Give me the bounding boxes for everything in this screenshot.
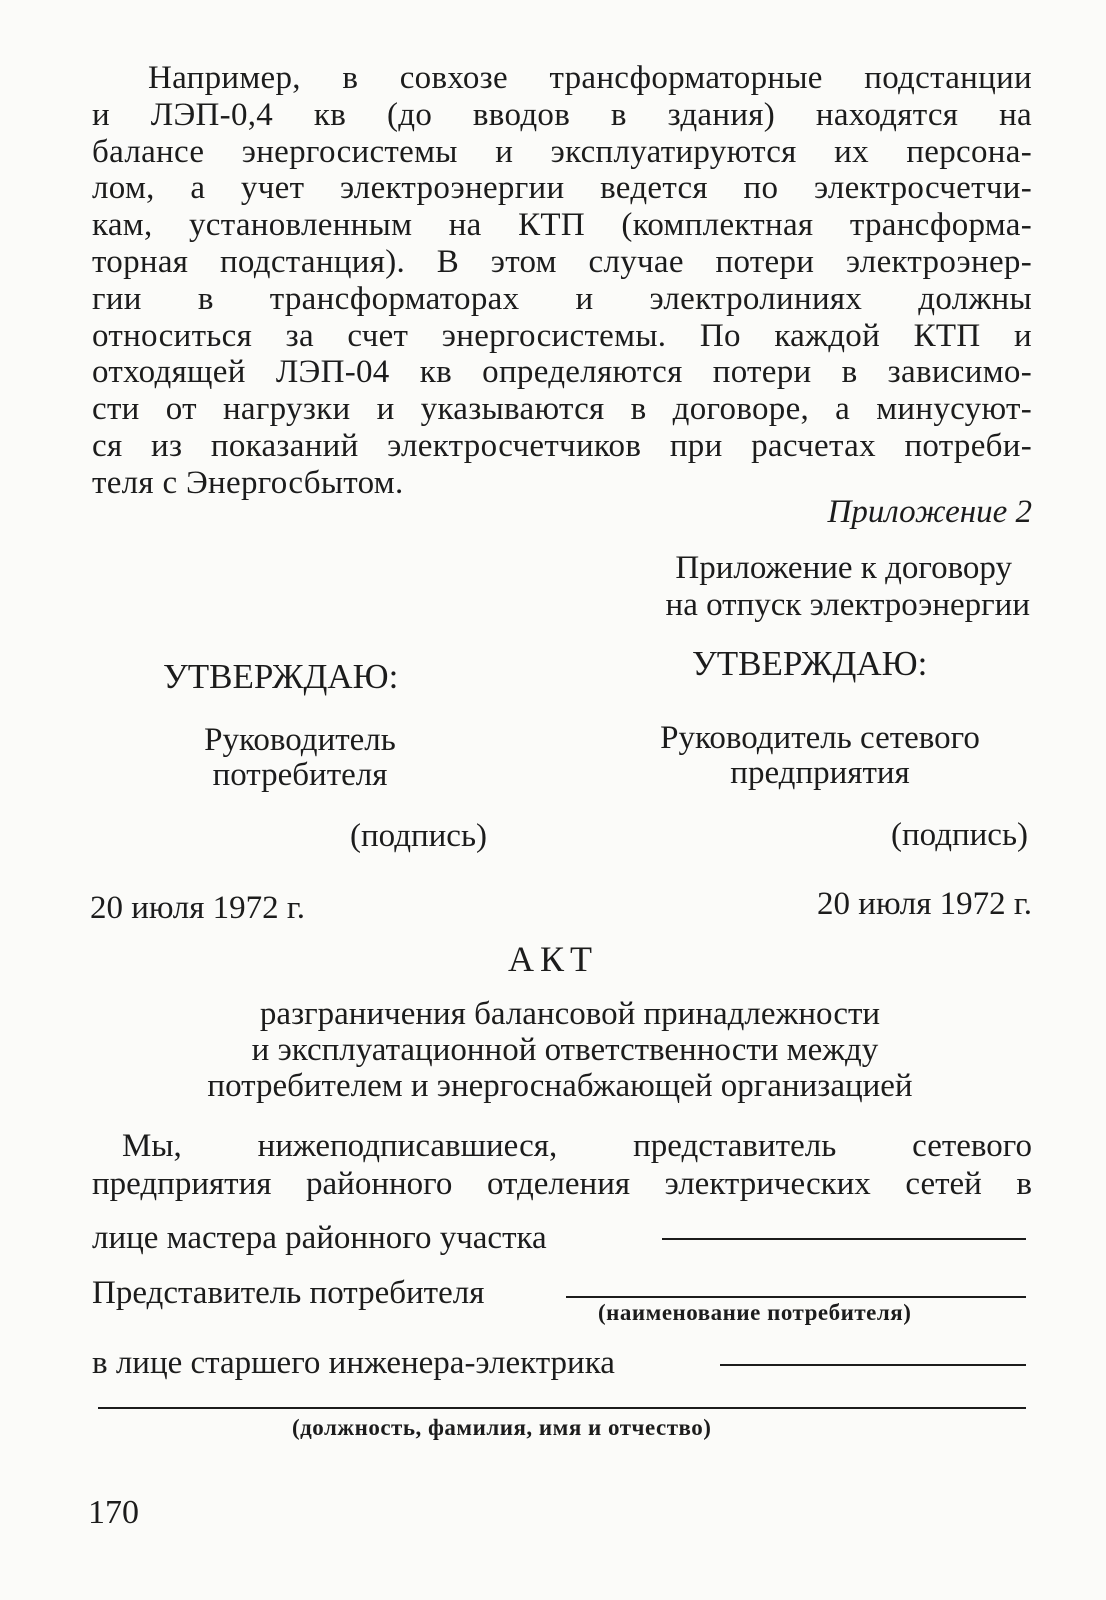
appendix-subtitle-line1: Приложение к договору (675, 550, 1012, 586)
paragraph-line: отходящей ЛЭП-04 кв определяются потери в зависимо- (92, 354, 1032, 391)
paragraph-line: гии в трансформаторах и электролиниях должны (92, 280, 1032, 317)
act-subtitle-line1: разграничения балансовой принадлежности (259, 996, 881, 1032)
paragraph-line: кам, установленным на КТП (комплектная трансформа- (92, 207, 1032, 244)
approval-right-heading: УТВЕРЖДАЮ: (692, 644, 928, 683)
paragraph-line: ся из показаний электросчетчиков при расчетах потреби- (92, 427, 1032, 464)
approval-right-date: 20 июля 1972 г. (817, 886, 1032, 922)
approval-left-role-line2: потребителя (212, 757, 388, 793)
page-number: 170 (88, 1494, 139, 1531)
field-engineer-label: в лице старшего инженера-электрика (92, 1345, 615, 1381)
field-engineer-line[interactable] (720, 1364, 1026, 1366)
field-full-name-caption: (должность, фамилия, имя и отчество) (292, 1415, 712, 1440)
act-subtitle-line3: потребителем и энергоснабжающей организацией (207, 1068, 913, 1104)
field-master-line[interactable] (662, 1238, 1026, 1240)
intro-paragraph (92, 60, 1032, 502)
paragraph-line: теля с Энергосбытом. (92, 464, 404, 501)
act-subtitle-line2: и эксплуатационной ответственности между (251, 1032, 879, 1068)
appendix-subtitle-line2: на отпуск электроэнергии (665, 587, 1030, 623)
approval-right-role-line2: предприятия (730, 755, 910, 791)
approval-right-signature: (подпись) (891, 817, 1028, 853)
approval-left-role-line1: Руководитель (204, 722, 396, 758)
approval-right-role-line1: Руководитель сетевого (660, 720, 980, 756)
paragraph-line: сти от нагрузки и указываются в договоре, а минусуют- (92, 391, 1032, 428)
paragraph-line: Например, в совхозе трансформаторные подстанции (148, 60, 1032, 96)
field-consumer-caption: (наименование потребителя) (598, 1300, 912, 1325)
paragraph-line: торная подстанция). В этом случае потери электроэнер- (92, 243, 1032, 280)
field-consumer-line[interactable] (566, 1296, 1026, 1298)
act-title: АКТ (508, 939, 598, 979)
field-consumer-label: Представитель потребителя (92, 1275, 485, 1311)
paragraph-line: относиться за счет энергосистемы. По каждой КТП и (92, 317, 1032, 354)
paragraph-line: лом, а учет электроэнергии ведется по электросчетчи- (92, 170, 1032, 207)
paragraph-line: и ЛЭП-0,4 кв (до вводов в здания) находятся на (92, 96, 1032, 133)
field-full-name-line[interactable] (98, 1407, 1026, 1409)
paragraph-line: балансе энергосистемы и эксплуатируются их персона- (92, 133, 1032, 170)
approval-left-signature: (подпись) (350, 818, 487, 854)
appendix-label: Приложение 2 (827, 494, 1032, 530)
approval-left-date: 20 июля 1972 г. (90, 890, 305, 926)
approval-left-heading: УТВЕРЖДАЮ: (163, 657, 399, 696)
act-body-line1: Мы, нижеподписавшиеся, представитель сетевого (122, 1128, 1032, 1164)
act-body-line2: предприятия районного отделения электрических сетей в (92, 1166, 1032, 1202)
field-master-label: лице мастера районного участка (92, 1220, 547, 1256)
